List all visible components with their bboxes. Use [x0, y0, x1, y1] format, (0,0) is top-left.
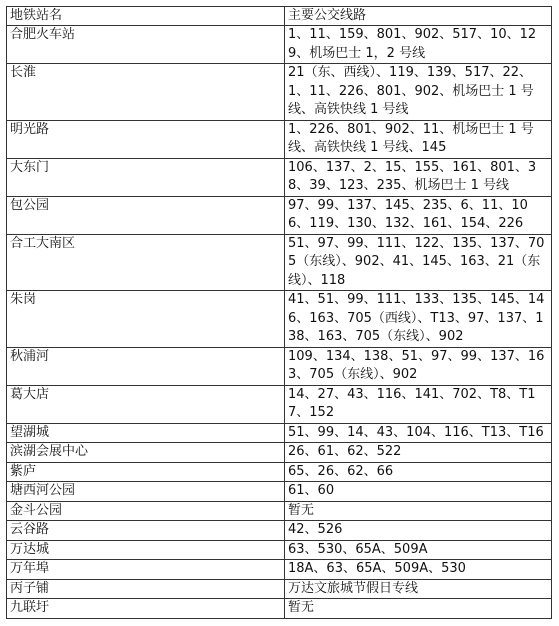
table-row: [7, 540, 552, 560]
station-cell: 万达城: [7, 540, 285, 560]
table-row: [7, 196, 552, 234]
station-cell: 朱岗: [7, 291, 285, 348]
station-cell: 大东门: [7, 158, 285, 196]
routes-cell: 97、99、137、145、235、6、11、106、119、130、132、161、154、226: [285, 196, 552, 234]
table-row: [7, 599, 552, 619]
routes-cell: 1、11、159、801、902、517、10、129、机场巴士 1，2 号线: [285, 26, 552, 64]
routes-cell: 21（东、西线）、119、139、517、22、1、11、226、801、902、机场巴士 1 号线、高铁快线 1 号线: [285, 64, 552, 121]
bus-routes-table-container: [6, 6, 552, 619]
table-row: [7, 482, 552, 502]
table-row: [7, 347, 552, 385]
routes-cell: 106、137、2、15、155、161、801、38、39、123、235、机场巴士 1 号线: [285, 158, 552, 196]
routes-cell: 51、97、99、111、122、135、137、705（东线）、902、41、145、163、21（东线）、118: [285, 234, 552, 291]
routes-cell: 42、526: [285, 521, 552, 541]
routes-cell: 暂无: [285, 501, 552, 521]
routes-cell: 暂无: [285, 599, 552, 619]
routes-cell: 41、51、99、111、133、135、145、146、163、705（西线）、T13、97、137、138、163、705（东线）、902: [285, 291, 552, 348]
routes-cell: 51、99、14、43、104、116、T13、T16: [285, 423, 552, 443]
table-row: [7, 158, 552, 196]
table-row: [7, 291, 552, 348]
station-cell: 滨湖会展中心: [7, 443, 285, 463]
station-cell: 云谷路: [7, 521, 285, 541]
routes-cell: 1、226、801、902、11、机场巴士 1 号线、高铁快线 1 号线、145: [285, 120, 552, 158]
station-cell: 金斗公园: [7, 501, 285, 521]
table-row: [7, 560, 552, 580]
routes-cell: 61、60: [285, 482, 552, 502]
station-cell: 合肥火车站: [7, 26, 285, 64]
header-station-name: 地铁站名: [7, 7, 285, 26]
station-cell: 秋浦河: [7, 347, 285, 385]
table-row: [7, 501, 552, 521]
routes-cell: 63、530、65A、509A: [285, 540, 552, 560]
station-cell: 明光路: [7, 120, 285, 158]
routes-cell: 万达文旅城节假日专线: [285, 579, 552, 599]
table-header-row: [7, 7, 552, 26]
routes-cell: 109、134、138、51、97、99、137、163、705（东线）、902: [285, 347, 552, 385]
table-row: [7, 443, 552, 463]
table-row: [7, 234, 552, 291]
station-cell: 九联圩: [7, 599, 285, 619]
station-cell: 万年埠: [7, 560, 285, 580]
bus-routes-table: [6, 6, 552, 619]
station-cell: 长淮: [7, 64, 285, 121]
station-cell: 包公园: [7, 196, 285, 234]
station-cell: 紫庐: [7, 462, 285, 482]
table-row: [7, 423, 552, 443]
station-cell: 丙子铺: [7, 579, 285, 599]
table-row: [7, 64, 552, 121]
table-row: [7, 385, 552, 423]
routes-cell: 18A、63、65A、509A、530: [285, 560, 552, 580]
table-row: [7, 462, 552, 482]
routes-cell: 14、27、43、116、141、702、T8、T17、152: [285, 385, 552, 423]
routes-cell: 65、26、62、66: [285, 462, 552, 482]
table-row: [7, 521, 552, 541]
table-row: [7, 26, 552, 64]
station-cell: 葛大店: [7, 385, 285, 423]
station-cell: 合工大南区: [7, 234, 285, 291]
table-row: [7, 120, 552, 158]
station-cell: 望湖城: [7, 423, 285, 443]
routes-cell: 26、61、62、522: [285, 443, 552, 463]
station-cell: 塘西河公园: [7, 482, 285, 502]
table-row: [7, 579, 552, 599]
header-bus-routes: 主要公交线路: [285, 7, 552, 26]
